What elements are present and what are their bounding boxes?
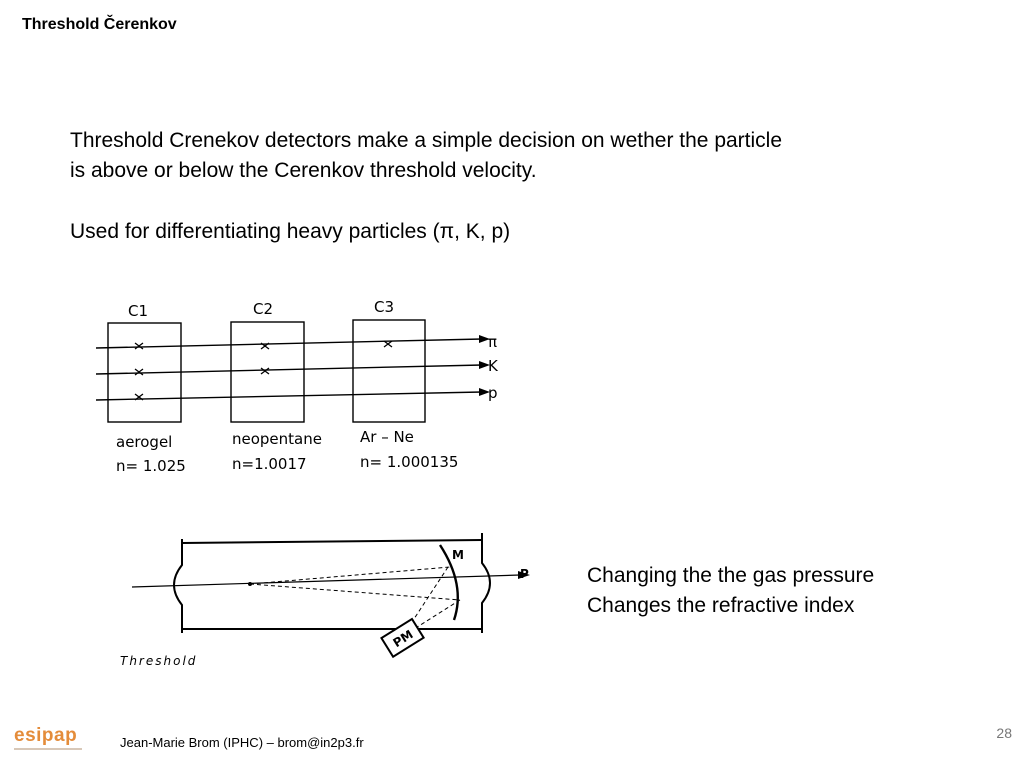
body-text (70, 126, 930, 247)
vessel-right-end (482, 533, 490, 633)
vessel-top-wall (182, 540, 482, 543)
beam-axis (132, 575, 520, 587)
diagram-caption: Threshold (120, 654, 198, 668)
beam-label: P (520, 567, 529, 581)
particle-label-k: K (488, 357, 498, 375)
particle-label-p: p (488, 384, 498, 402)
counter-label-c2: C2 (253, 300, 274, 318)
paragraph-line: Threshold Crenekov detectors make a simple decision on wether the particle (70, 129, 783, 152)
index-label-c3: n= 1.000135 (360, 453, 459, 471)
counter-label-c1: C1 (128, 302, 149, 320)
logo-underline (14, 748, 82, 750)
threshold-counters-diagram (90, 290, 520, 480)
paragraph-line: Used for differentiating heavy particles (π, K, p) (70, 220, 511, 243)
medium-label-c2: neopentane (232, 430, 322, 448)
track-k (96, 365, 482, 374)
mirror-label: M (452, 548, 464, 562)
medium-label-c3: Ar – Ne (360, 428, 414, 446)
counter-label-c3: C3 (374, 298, 395, 316)
index-label-c2: n=1.0017 (232, 455, 307, 473)
track-p (96, 392, 482, 400)
emission-mark (384, 341, 392, 347)
footer-author: Jean-Marie Brom (IPHC) – brom@in2p3.fr (120, 735, 364, 750)
counter-box-c2 (231, 322, 304, 422)
page-number: 28 (996, 725, 1012, 741)
side-text (587, 561, 874, 621)
track-pi (96, 339, 482, 348)
paragraph-line: is above or below the Cerenkov threshold velocity. (70, 159, 537, 182)
photomultiplier-label: PM (390, 627, 416, 651)
logo-text: esipap (14, 725, 78, 746)
particle-label-pi: π (488, 333, 498, 351)
slide-title: Threshold Čerenkov (22, 16, 177, 33)
emission-mark (261, 368, 269, 374)
emission-mark (135, 369, 143, 375)
index-label-c1: n= 1.025 (116, 457, 186, 475)
counter-box-c3 (353, 320, 425, 422)
medium-label-c1: aerogel (116, 433, 173, 451)
side-text-line: Changes the refractive index (587, 594, 855, 617)
gas-threshold-counter-diagram (110, 525, 550, 680)
esipap-logo (14, 726, 104, 760)
side-text-line: Changing the the gas pressure (587, 564, 875, 587)
emission-mark (135, 343, 143, 349)
